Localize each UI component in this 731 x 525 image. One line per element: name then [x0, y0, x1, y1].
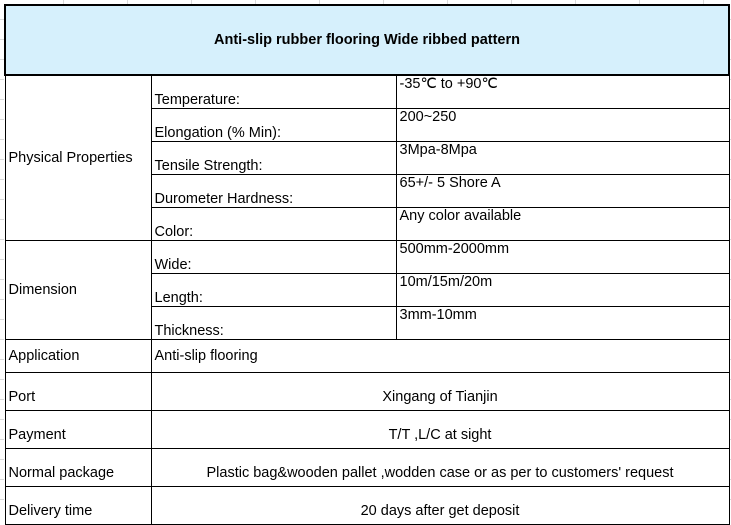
port-value: Xingang of Tianjin — [151, 373, 729, 411]
durometer-hardness-label: Durometer Hardness: — [151, 175, 396, 208]
payment-label: Payment — [5, 411, 151, 449]
normal-package-value: Plastic bag&wooden pallet ,wodden case or as per to customers' request — [151, 449, 729, 487]
table-title: Anti-slip rubber flooring Wide ribbed pattern — [5, 5, 729, 75]
elongation-value: 200~250 — [396, 109, 729, 142]
payment-value: T/T ,L/C at sight — [151, 411, 729, 449]
tensile-strength-label: Tensile Strength: — [151, 142, 396, 175]
temperature-label: Temperature: — [151, 75, 396, 109]
product-spec-table — [4, 4, 730, 525]
port-label: Port — [5, 373, 151, 411]
tensile-strength-value: 3Mpa-8Mpa — [396, 142, 729, 175]
delivery-time-value: 20 days after get deposit — [151, 487, 729, 525]
normal-package-label: Normal package — [5, 449, 151, 487]
thickness-label: Thickness: — [151, 307, 396, 340]
elongation-label: Elongation (% Min): — [151, 109, 396, 142]
color-value: Any color available — [396, 208, 729, 241]
durometer-hardness-value: 65+/- 5 Shore A — [396, 175, 729, 208]
wide-value: 500mm-2000mm — [396, 241, 729, 274]
delivery-time-label: Delivery time — [5, 487, 151, 525]
dimension-label: Dimension — [5, 241, 151, 340]
wide-label: Wide: — [151, 241, 396, 274]
length-value: 10m/15m/20m — [396, 274, 729, 307]
application-value: Anti-slip flooring — [151, 340, 729, 373]
temperature-value: -35℃ to +90℃ — [396, 75, 729, 109]
application-label: Application — [5, 340, 151, 373]
thickness-value: 3mm-10mm — [396, 307, 729, 340]
length-label: Length: — [151, 274, 396, 307]
color-label: Color: — [151, 208, 396, 241]
physical-properties-label: Physical Properties — [5, 75, 151, 241]
